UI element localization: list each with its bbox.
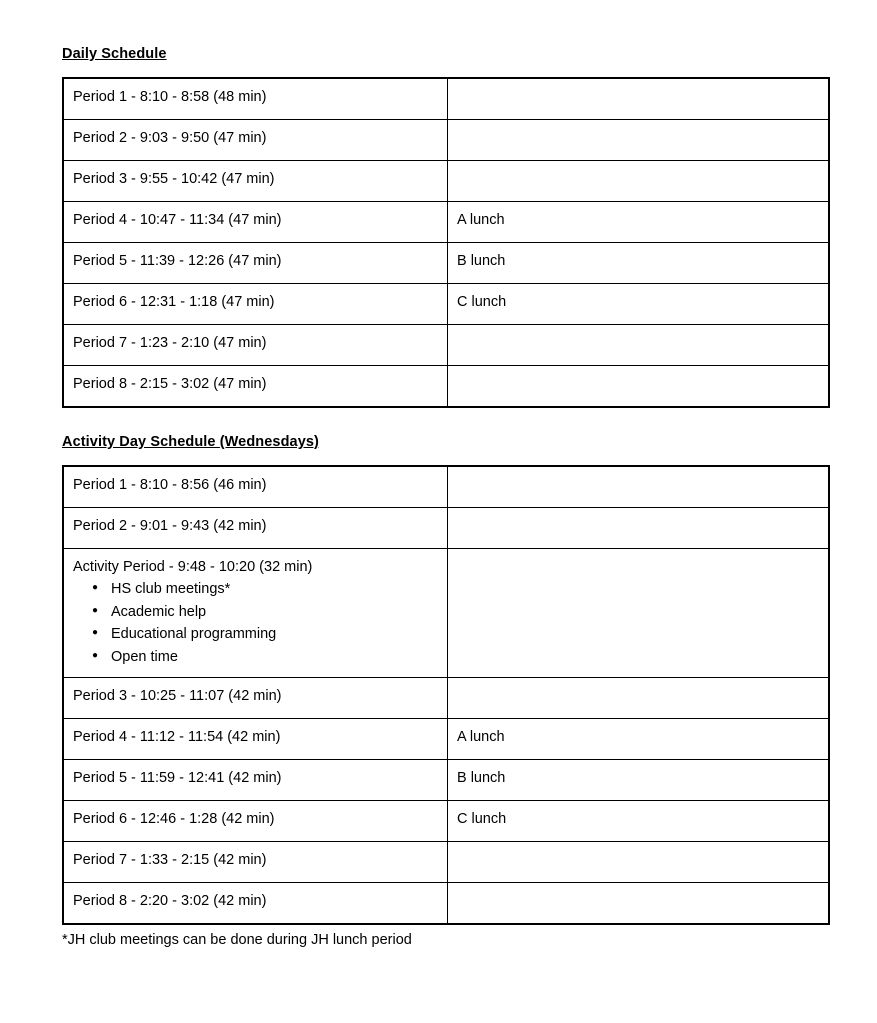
table-row <box>63 161 829 202</box>
table-row <box>63 284 829 325</box>
period-cell: Period 8 - 2:20 - 3:02 (42 min) <box>63 883 448 925</box>
table-row <box>63 801 829 842</box>
lunch-cell <box>448 161 830 202</box>
period-cell: Period 7 - 1:23 - 2:10 (47 min) <box>63 325 448 366</box>
period-cell: Period 5 - 11:59 - 12:41 (42 min) <box>63 760 448 801</box>
lunch-cell <box>448 549 830 678</box>
table-row <box>63 120 829 161</box>
daily-schedule-table <box>62 77 830 408</box>
table-row <box>63 466 829 508</box>
lunch-cell <box>448 883 830 925</box>
lunch-cell <box>448 678 830 719</box>
period-cell: Period 6 - 12:31 - 1:18 (47 min) <box>63 284 448 325</box>
table-row <box>63 883 829 925</box>
period-cell: Period 4 - 10:47 - 11:34 (47 min) <box>63 202 448 243</box>
table-row-activity-period <box>63 549 829 678</box>
table-row <box>63 202 829 243</box>
list-item: ● Educational programming <box>111 623 447 645</box>
list-item: ● Academic help <box>111 601 447 623</box>
daily-schedule-title: Daily Schedule <box>62 46 167 62</box>
table-row <box>63 78 829 120</box>
table-row <box>63 678 829 719</box>
list-item: ● Open time <box>111 646 447 668</box>
table-row <box>63 760 829 801</box>
activity-schedule-table <box>62 465 830 925</box>
activity-period-list <box>73 578 447 668</box>
lunch-cell: A lunch <box>448 202 830 243</box>
activity-period-cell <box>63 549 448 678</box>
period-cell: Period 2 - 9:03 - 9:50 (47 min) <box>63 120 448 161</box>
activity-schedule-title: Activity Day Schedule (Wednesdays) <box>62 434 319 450</box>
table-row <box>63 508 829 549</box>
lunch-cell: C lunch <box>448 284 830 325</box>
lunch-cell: A lunch <box>448 719 830 760</box>
lunch-cell: B lunch <box>448 243 830 284</box>
table-row <box>63 842 829 883</box>
lunch-cell <box>448 78 830 120</box>
table-row <box>63 719 829 760</box>
period-cell: Period 1 - 8:10 - 8:56 (46 min) <box>63 466 448 508</box>
period-cell: Period 2 - 9:01 - 9:43 (42 min) <box>63 508 448 549</box>
period-cell: Period 4 - 11:12 - 11:54 (42 min) <box>63 719 448 760</box>
lunch-cell <box>448 366 830 408</box>
footnote: *JH club meetings can be done during JH lunch period <box>62 932 412 948</box>
lunch-cell <box>448 842 830 883</box>
activity-period-heading: Activity Period - 9:48 - 10:20 (32 min) <box>73 559 313 575</box>
period-cell: Period 5 - 11:39 - 12:26 (47 min) <box>63 243 448 284</box>
list-item: ● HS club meetings* <box>111 578 447 600</box>
table-row <box>63 325 829 366</box>
table-row <box>63 243 829 284</box>
period-cell: Period 7 - 1:33 - 2:15 (42 min) <box>63 842 448 883</box>
table-row <box>63 366 829 408</box>
period-cell: Period 8 - 2:15 - 3:02 (47 min) <box>63 366 448 408</box>
lunch-cell <box>448 466 830 508</box>
lunch-cell: B lunch <box>448 760 830 801</box>
lunch-cell: C lunch <box>448 801 830 842</box>
period-cell: Period 6 - 12:46 - 1:28 (42 min) <box>63 801 448 842</box>
lunch-cell <box>448 120 830 161</box>
period-cell: Period 3 - 10:25 - 11:07 (42 min) <box>63 678 448 719</box>
lunch-cell <box>448 325 830 366</box>
period-cell: Period 1 - 8:10 - 8:58 (48 min) <box>63 78 448 120</box>
period-cell: Period 3 - 9:55 - 10:42 (47 min) <box>63 161 448 202</box>
lunch-cell <box>448 508 830 549</box>
